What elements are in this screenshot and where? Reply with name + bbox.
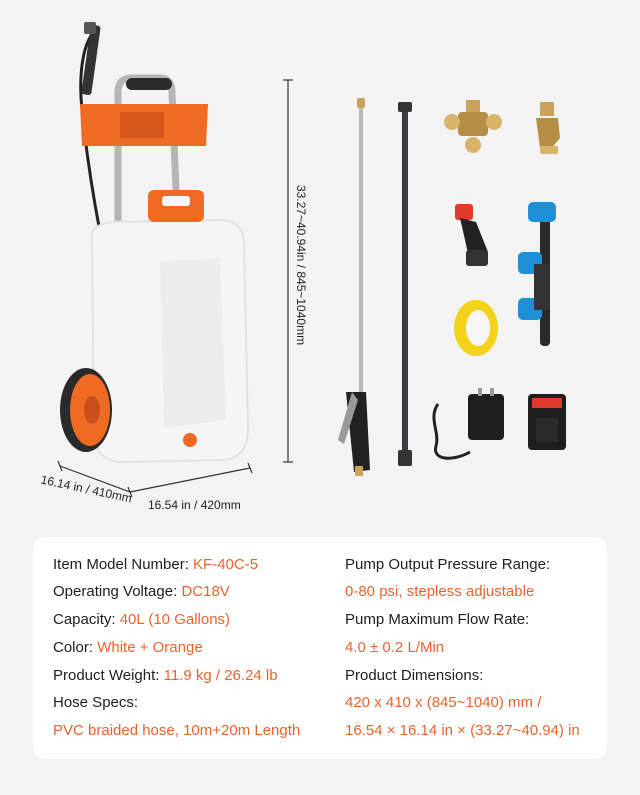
spec-flow-value: 4.0 ± 0.2 L/Min [345, 639, 445, 656]
spec-dimensions-value-line1: 420 x 410 x (845~1040) mm / [345, 694, 542, 711]
spec-voltage-value: DC18V [181, 583, 230, 600]
spec-model-label: Item Model Number: [53, 556, 194, 573]
battery-illustration [528, 394, 566, 450]
spec-model-value: KF-40C-5 [193, 556, 259, 573]
spec-color [53, 639, 203, 657]
extension-rod-illustration [398, 102, 412, 466]
charger-illustration [434, 388, 504, 458]
spec-voltage-label: Operating Voltage: [53, 583, 182, 600]
brass-nozzle-angled-illustration [536, 102, 560, 154]
spec-capacity [53, 611, 230, 629]
spec-pressure-label: Pump Output Pressure Range: [345, 556, 551, 573]
spec-pressure-value: 0-80 psi, stepless adjustable [345, 583, 535, 600]
spec-voltage [53, 583, 230, 601]
spec-dimensions-value-line2: 16.54 × 16.14 in × (33.27~40.94) in [345, 722, 580, 739]
spec-weight-label: Product Weight: [53, 667, 164, 684]
spec-model [53, 556, 258, 574]
brass-nozzle-four-way-illustration [444, 100, 502, 153]
spec-dimensions-label: Product Dimensions: [345, 667, 484, 684]
seal-tape-illustration [454, 300, 498, 356]
spec-hose-label: Hose Specs: [53, 694, 139, 711]
backpack-sprayer-illustration [60, 22, 248, 462]
spec-flow-label: Pump Maximum Flow Rate: [345, 611, 530, 628]
adjustable-nozzle-illustration [455, 204, 488, 266]
height-dimension-label: 33.27~40.94in / 845~1040mm [294, 184, 308, 346]
depth-dimension-label: 16.14 in / 410mm [39, 472, 134, 506]
spec-weight [53, 667, 278, 685]
specifications-card [33, 537, 607, 759]
spec-hose-value: PVC braided hose, 10m+20m Length [53, 722, 301, 739]
spray-lance-illustration [338, 98, 370, 476]
spec-color-label: Color: [53, 639, 98, 656]
spec-weight-value: 11.9 kg / 26.24 lb [163, 667, 278, 684]
spec-capacity-value: 40L (10 Gallons) [119, 611, 231, 628]
spec-color-value: White + Orange [97, 639, 203, 656]
spec-capacity-label: Capacity: [53, 611, 120, 628]
dual-head-nozzle-illustration [518, 202, 556, 346]
width-dimension-label: 16.54 in / 420mm [148, 498, 241, 512]
